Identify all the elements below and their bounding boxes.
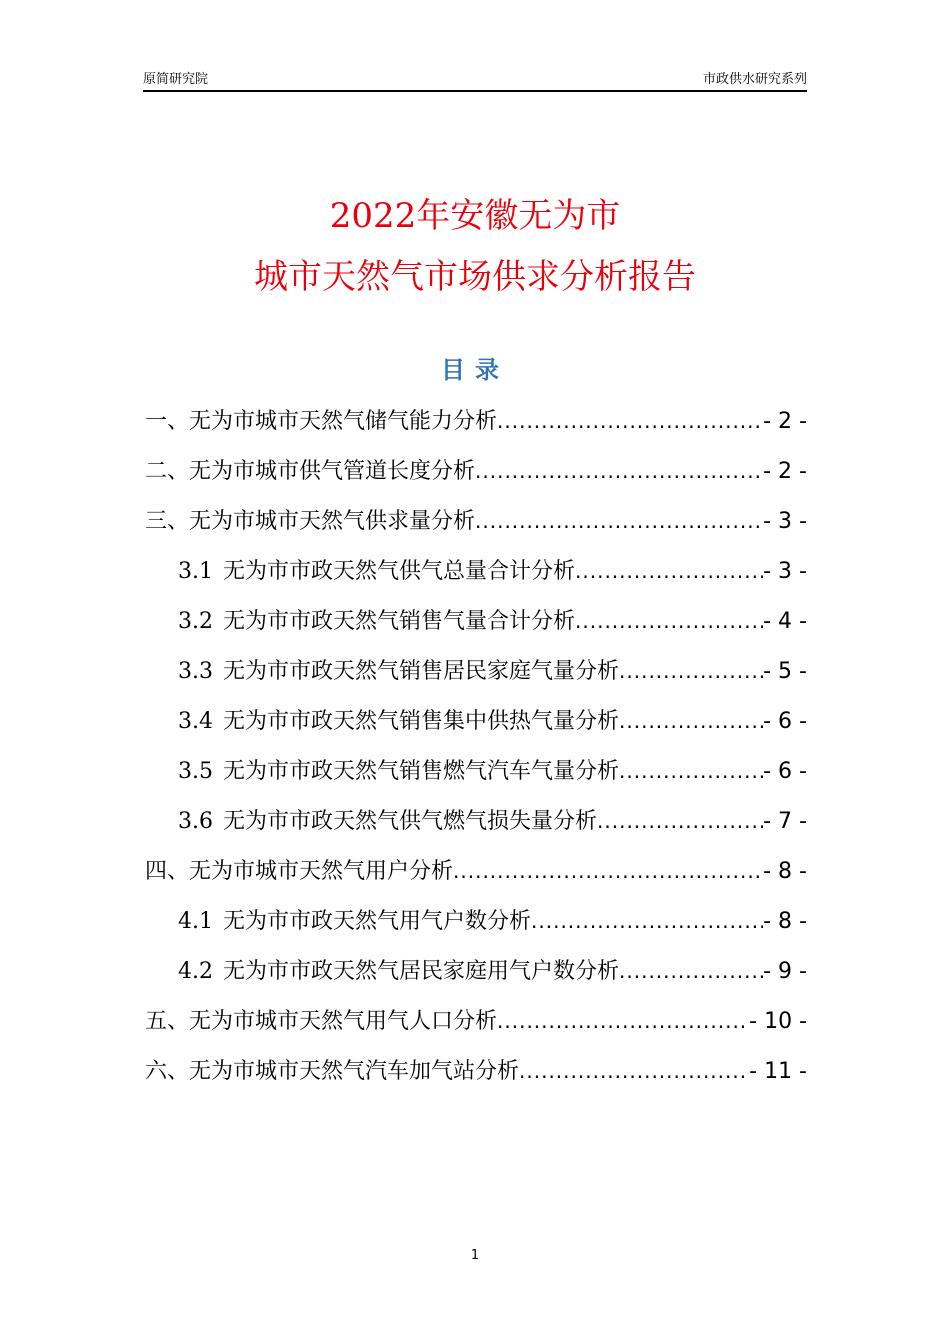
toc-entry-page: - 7 - <box>763 809 807 834</box>
toc-leader-dots <box>619 746 763 796</box>
toc-entry-label: 无为市市政天然气销售居民家庭气量分析 <box>223 659 620 684</box>
toc-subentry[interactable] <box>145 696 807 746</box>
toc-entry-label: 无为市市政天然气销售燃气汽车气量分析 <box>223 759 620 784</box>
toc-entry-number: 3.3 <box>178 659 213 684</box>
toc-entry-label: 无为市市政天然气销售气量合计分析 <box>223 609 576 634</box>
toc-leader-dots <box>475 496 763 546</box>
toc-leader-dots <box>619 946 763 996</box>
toc-entry-label: 无为市市政天然气用气户数分析 <box>223 909 532 934</box>
toc-entry-page: - 3 - <box>763 559 807 584</box>
toc-entry[interactable] <box>145 396 807 446</box>
toc-entry-label: 三、无为市城市天然气供求量分析 <box>145 509 476 534</box>
toc-entry-page: - 2 - <box>763 459 807 484</box>
toc-leader-dots <box>575 546 763 596</box>
toc-entry-page: - 3 - <box>763 509 807 534</box>
toc-subentry[interactable] <box>145 546 807 596</box>
toc-subentry[interactable] <box>145 646 807 696</box>
toc-subentry[interactable] <box>145 596 807 646</box>
page-number: 1 <box>470 1248 480 1263</box>
toc-entry[interactable] <box>145 846 807 896</box>
toc-entry-label: 四、无为市城市天然气用户分析 <box>145 859 454 884</box>
toc-entry-number: 3.2 <box>178 609 213 634</box>
toc-leader-dots <box>453 846 763 896</box>
report-title-line1: 2022年安徽无为市 <box>329 196 621 236</box>
toc-leader-dots <box>575 596 763 646</box>
toc-entry-page: - 6 - <box>763 709 807 734</box>
toc-entry-number: 3.6 <box>178 809 213 834</box>
toc-entry-number: 4.2 <box>178 959 213 984</box>
toc-entry-page: - 6 - <box>763 759 807 784</box>
table-of-contents <box>145 396 807 1096</box>
toc-entry-page: - 8 - <box>763 909 807 934</box>
toc-entry-page: - 11 - <box>749 1059 807 1084</box>
toc-subentry[interactable] <box>145 896 807 946</box>
toc-entry-label: 五、无为市城市天然气用气人口分析 <box>145 1009 498 1034</box>
toc-heading: 目录 <box>441 356 509 384</box>
toc-entry-label: 一、无为市城市天然气储气能力分析 <box>145 409 498 434</box>
toc-entry[interactable] <box>145 996 807 1046</box>
toc-entry-number: 3.4 <box>178 709 213 734</box>
toc-entry-label: 无为市市政天然气居民家庭用气户数分析 <box>223 959 620 984</box>
toc-subentry[interactable] <box>145 946 807 996</box>
toc-entry-label: 无为市市政天然气供气燃气损失量分析 <box>223 809 598 834</box>
toc-leader-dots <box>597 796 763 846</box>
report-title-line2: 城市天然气市场供求分析报告 <box>254 257 696 297</box>
toc-leader-dots <box>475 446 763 496</box>
page-header <box>143 66 807 92</box>
toc-entry-label: 六、无为市城市天然气汽车加气站分析 <box>145 1059 520 1084</box>
toc-entry[interactable] <box>145 446 807 496</box>
toc-entry-page: - 5 - <box>763 659 807 684</box>
toc-entry-label: 无为市市政天然气销售集中供热气量分析 <box>223 709 620 734</box>
toc-subentry[interactable] <box>145 746 807 796</box>
toc-leader-dots <box>497 996 749 1046</box>
toc-leader-dots <box>619 696 763 746</box>
toc-leader-dots <box>531 896 763 946</box>
toc-entry-page: - 10 - <box>749 1009 807 1034</box>
toc-entry-page: - 8 - <box>763 859 807 884</box>
toc-subentry[interactable] <box>145 796 807 846</box>
toc-entry-page: - 4 - <box>763 609 807 634</box>
header-series: 市政供水研究系列 <box>702 72 807 87</box>
toc-entry-number: 3.5 <box>178 759 213 784</box>
toc-entry-label: 二、无为市城市供气管道长度分析 <box>145 459 476 484</box>
toc-entry[interactable] <box>145 496 807 546</box>
toc-entry-number: 4.1 <box>178 909 213 934</box>
header-organization: 原简研究院 <box>143 72 209 87</box>
toc-leader-dots <box>519 1046 749 1096</box>
toc-leader-dots <box>619 646 763 696</box>
toc-leader-dots <box>497 396 763 446</box>
toc-entry-page: - 2 - <box>763 409 807 434</box>
toc-entry-number: 3.1 <box>178 559 213 584</box>
toc-entry-page: - 9 - <box>763 959 807 984</box>
toc-entry[interactable] <box>145 1046 807 1096</box>
toc-entry-label: 无为市市政天然气供气总量合计分析 <box>223 559 576 584</box>
